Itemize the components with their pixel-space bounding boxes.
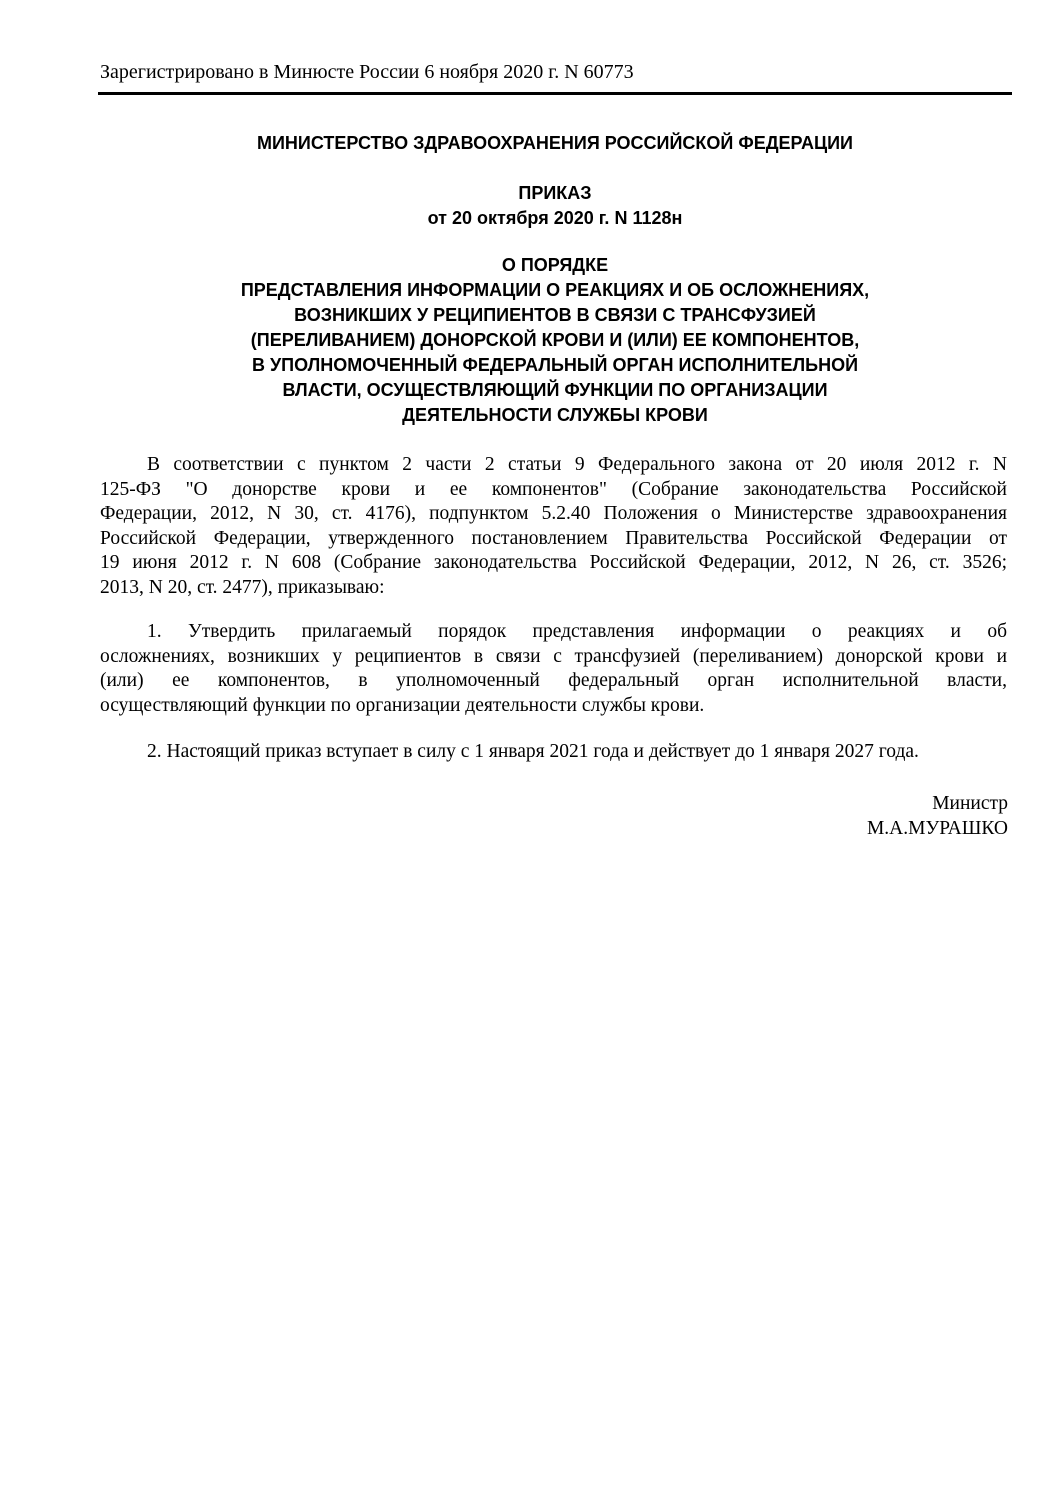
signatory-name: М.А.МУРАШКО (866, 817, 1008, 839)
order-item-1 (100, 620, 1007, 718)
title-line: ДЕЯТЕЛЬНОСТИ СЛУЖБЫ КРОВИ (402, 405, 708, 425)
order-type: ПРИКАЗ (518, 183, 592, 203)
paragraph-line: 2013, N 20, ст. 2477), приказываю: (100, 576, 385, 598)
signature-block (867, 792, 1008, 841)
title-line: ВЛАСТИ, ОСУЩЕСТВЛЯЮЩИЙ ФУНКЦИИ ПО ОРГАНИЗАЦИИ (282, 380, 828, 400)
paragraph-line: 2. Настоящий приказ вступает в силу с 1 января 2021 года и действует до 1 января 2027 года. (147, 741, 919, 762)
paragraph-line: Федерации, 2012, N 30, ст. 4176), подпунктом 5.2.40 Положения о Министерстве здравоохранения (100, 503, 1007, 524)
paragraph-line: осложнениях, возникших у реципиентов в связи с трансфузией (переливанием) донорской крови и (100, 645, 1007, 667)
paragraph-line: 125-ФЗ "О донорстве крови и ее компонентов" (Собрание законодательства Российской (100, 478, 1007, 500)
title-line: ПРЕДСТАВЛЕНИЯ ИНФОРМАЦИИ О РЕАКЦИЯХ И ОБ ОСЛОЖНЕНИЯХ, (240, 280, 870, 300)
paragraph-line: В соответствии с пунктом 2 части 2 статьи 9 Федерального закона от 20 июля 2012 г. N (147, 454, 1007, 475)
signatory-position: Министр (932, 793, 1008, 814)
title-line: (ПЕРЕЛИВАНИЕМ) ДОНОРСКОЙ КРОВИ И (ИЛИ) ЕЕ КОМПОНЕНТОВ, (250, 330, 860, 350)
paragraph-line: 19 июня 2012 г. N 608 (Собрание законодательства Российской Федерации, 2012, N 26, ст. 3526; (100, 552, 1007, 573)
order-date-number: от 20 октября 2020 г. N 1128н (427, 208, 683, 228)
order-item-2 (100, 740, 1007, 765)
order-heading (100, 181, 1010, 231)
title-line: В УПОЛНОМОЧЕННЫЙ ФЕДЕРАЛЬНЫЙ ОРГАН ИСПОЛНИТЕЛЬНОЙ (251, 355, 859, 375)
registration-note: Зарегистрировано в Минюсте России 6 ноября 2020 г. N 60773 (100, 61, 634, 83)
ministry-name: МИНИСТЕРСТВО ЗДРАВООХРАНЕНИЯ РОССИЙСКОЙ ФЕДЕРАЦИИ (257, 133, 853, 153)
title-line: О ПОРЯДКЕ (501, 255, 609, 275)
paragraph-line: 1. Утвердить прилагаемый порядок представления информации о реакциях и об (147, 621, 1007, 642)
preamble-paragraph (100, 453, 1007, 600)
paragraph-line: (или) ее компонентов, в уполномоченный федеральный орган исполнительной власти, (100, 670, 1007, 691)
document-title (100, 253, 1010, 428)
title-line: ВОЗНИКШИХ У РЕЦИПИЕНТОВ В СВЯЗИ С ТРАНСФУЗИЕЙ (294, 305, 816, 325)
paragraph-line: Российской Федерации, утвержденного постановлением Правительства Российской Федерации от (100, 527, 1007, 549)
header-divider (98, 92, 1012, 95)
paragraph-line: осуществляющий функции по организации деятельности службы крови. (100, 694, 705, 716)
